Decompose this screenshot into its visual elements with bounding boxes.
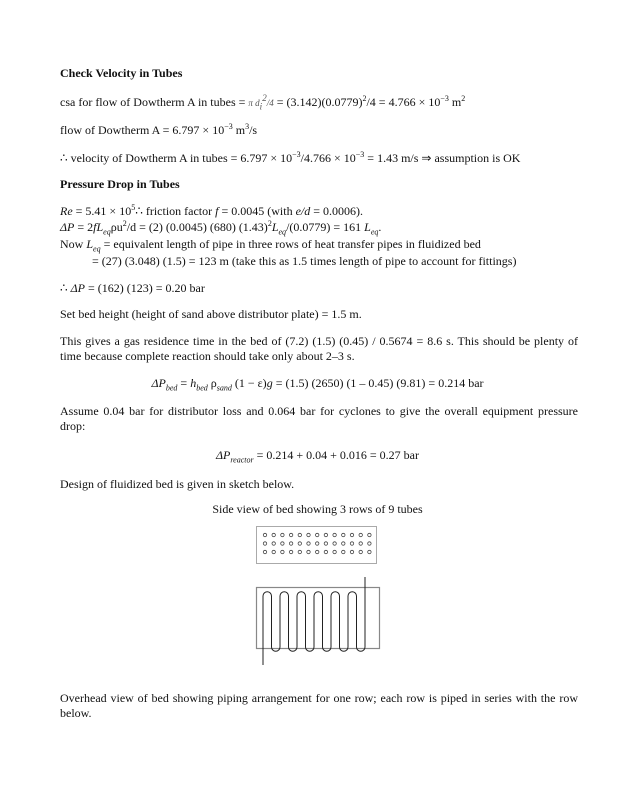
- tube-circle: [359, 533, 362, 536]
- residence-time-paragraph: [60, 334, 578, 364]
- tube-circle: [272, 542, 275, 545]
- text-run: Now: [60, 237, 87, 251]
- text-run: bed: [196, 383, 208, 393]
- text-run: Design of fluidized bed is given in sketch below.: [60, 477, 295, 491]
- heading-check-velocity: Check Velocity in Tubes: [60, 66, 183, 80]
- text-run: /4.766 × 10: [300, 151, 356, 165]
- text-run: = (3.142)(0.0779): [273, 95, 363, 109]
- text-run: ∴: [60, 281, 71, 295]
- csa-line: [60, 95, 465, 111]
- text-run: L: [86, 237, 94, 251]
- tube-circle: [263, 533, 266, 536]
- bed-outline: [257, 588, 380, 649]
- tube-circle: [359, 550, 362, 553]
- side-view-tube-grid: [257, 527, 377, 564]
- text-run: = equivalent length of pipe in three rows of heat transfer pipes in fluidized bed: [100, 237, 481, 251]
- equivalent-length-line: [60, 237, 481, 252]
- text-run: = 2: [74, 220, 94, 234]
- text-run: /s: [249, 123, 258, 137]
- text-run: i: [259, 101, 263, 112]
- text-run: −3: [440, 94, 449, 103]
- pressure-drop-equation: [60, 220, 381, 235]
- tube-circle: [359, 542, 362, 545]
- text-run: ρu: [110, 220, 123, 234]
- assume-paragraph: [60, 404, 578, 434]
- text-run: flow of Dowtherm A = 6.797 × 10: [60, 123, 225, 137]
- tube-circle: [350, 533, 353, 536]
- tube-circle: [350, 550, 353, 553]
- tube-circle: [316, 542, 319, 545]
- design-line: [60, 477, 294, 492]
- tube-circle: [333, 550, 336, 553]
- text-run: Assume 0.04 bar for distributor loss and 0.064 bar for cyclones to give the overall equipment pressure drop:: [60, 404, 578, 433]
- text-run: = 5.41 × 10: [72, 204, 132, 218]
- text-run: = 1.43 m/s ⇒ assumption is OK: [364, 151, 521, 165]
- text-run: Re: [60, 204, 73, 218]
- serpentine-pipe: [263, 577, 365, 665]
- pressure-drop-result: [60, 281, 205, 296]
- text-run: h: [190, 376, 197, 390]
- tube-circle: [368, 542, 371, 545]
- tube-circle: [368, 550, 371, 553]
- text-run: π d: [248, 98, 260, 108]
- text-run: eq: [370, 227, 379, 237]
- text-run: ΔP: [215, 448, 231, 462]
- reactor-pressure-drop-equation: [0, 448, 635, 463]
- text-run: L: [364, 220, 371, 234]
- velocity-line: [60, 151, 520, 166]
- text-run: /d = (2) (0.0045) (680) (1.43): [126, 220, 268, 234]
- tube-circle: [333, 542, 336, 545]
- tube-circle: [272, 533, 275, 536]
- text-run: eq: [93, 244, 101, 254]
- text-run: 2: [267, 219, 272, 228]
- text-run: = (162) (123) = 0.20 bar: [85, 281, 205, 295]
- text-run: −3: [292, 150, 301, 159]
- tube-circle: [298, 550, 301, 553]
- tube-circle: [350, 542, 353, 545]
- heading-pressure-drop: Pressure Drop in Tubes: [60, 177, 180, 191]
- tube-circle: [263, 550, 266, 553]
- side-view-caption: [0, 502, 635, 517]
- text-run: /4 = 4.766 × 10: [366, 95, 441, 109]
- text-run: 2: [262, 93, 267, 103]
- text-run: L: [271, 220, 279, 234]
- tube-circle: [289, 550, 292, 553]
- tube-circle: [307, 533, 310, 536]
- overhead-piping-sketch: [257, 577, 380, 665]
- tube-circle: [324, 533, 327, 536]
- text-run: ∴ velocity of Dowtherm A in tubes = 6.797 × 10: [60, 151, 293, 165]
- tube-circle: [289, 533, 292, 536]
- text-run: ΔP: [60, 220, 75, 234]
- text-run: = 0.214 + 0.04 + 0.016 = 0.27 bar: [253, 448, 420, 462]
- text-run: reactor: [230, 455, 254, 465]
- tube-circle: [298, 542, 301, 545]
- text-run: = 0.0006).: [310, 204, 364, 218]
- text-run: sand: [216, 383, 232, 393]
- tube-circle: [263, 542, 266, 545]
- text-run: e/d: [295, 204, 311, 218]
- text-run: 3: [245, 122, 250, 131]
- tube-circle: [289, 542, 292, 545]
- tube-circle: [272, 550, 275, 553]
- text-run: 5: [131, 203, 136, 212]
- text-run: /4: [266, 98, 274, 108]
- text-run: g: [266, 376, 273, 390]
- text-run: = 0.0045 (with: [218, 204, 296, 218]
- text-run: ∴ friction factor: [135, 204, 216, 218]
- tube-circle: [307, 550, 310, 553]
- text-run: 2: [362, 94, 367, 103]
- text-run: eq: [278, 227, 287, 237]
- text-run: ρ: [207, 376, 217, 390]
- tube-circle: [307, 542, 310, 545]
- bed-pressure-drop-equation: [0, 376, 635, 391]
- text-run: .: [378, 220, 382, 234]
- tube-circle: [298, 533, 301, 536]
- equivalent-length-value: [92, 254, 516, 269]
- text-run: =: [177, 376, 191, 390]
- tube-circle: [281, 533, 284, 536]
- text-run: (1 − ε): [231, 376, 267, 390]
- tube-circle: [333, 533, 336, 536]
- text-run: fL: [93, 220, 104, 234]
- tube-circle: [342, 550, 345, 553]
- text-run: ΔP: [151, 376, 166, 390]
- text-run: ΔP: [70, 281, 86, 295]
- text-run: −3: [355, 150, 365, 159]
- tube-circle: [316, 550, 319, 553]
- flow-line: [60, 123, 257, 138]
- text-run: /(0.0779) = 161: [286, 220, 365, 234]
- tube-circle: [316, 533, 319, 536]
- tube-circle: [324, 542, 327, 545]
- text-run: −3: [224, 122, 233, 131]
- text-run: 2: [122, 219, 127, 228]
- text-run: f: [215, 204, 219, 218]
- text-run: bed: [165, 383, 178, 393]
- bed-height-line: [60, 307, 362, 322]
- text-run: m: [448, 95, 462, 109]
- text-run: eq: [103, 227, 111, 237]
- tube-circle: [342, 542, 345, 545]
- text-run: = (1.5) (2650) (1 – 0.45) (9.81) = 0.214 bar: [272, 376, 484, 390]
- reynolds-line: [60, 204, 363, 219]
- tube-circle: [342, 533, 345, 536]
- text-run: Side view of bed showing 3 rows of 9 tubes: [212, 502, 423, 516]
- text-run: 2: [461, 94, 466, 103]
- tube-circle: [281, 542, 284, 545]
- text-run: m: [232, 123, 246, 137]
- tube-circle: [324, 550, 327, 553]
- text-run: Overhead view of bed showing piping arrangement for one row; each row is piped in series with the row below.: [60, 691, 578, 720]
- text-run: csa for flow of Dowtherm A in tubes =: [60, 95, 249, 109]
- text-run: = (27) (3.048) (1.5) = 123 m (take this as 1.5 times length of pipe to account for fittings): [92, 254, 517, 268]
- tube-circle: [368, 533, 371, 536]
- tube-circle: [281, 550, 284, 553]
- text-run: This gives a gas residence time in the bed of (7.2) (1.5) (0.45) / 0.5674 = 8.6 s. This should be plenty of time because complete reaction should take only about 2–3 s.: [60, 334, 578, 363]
- overhead-view-caption: [60, 691, 578, 721]
- text-run: Set bed height (height of sand above distributor plate) = 1.5 m.: [60, 307, 362, 321]
